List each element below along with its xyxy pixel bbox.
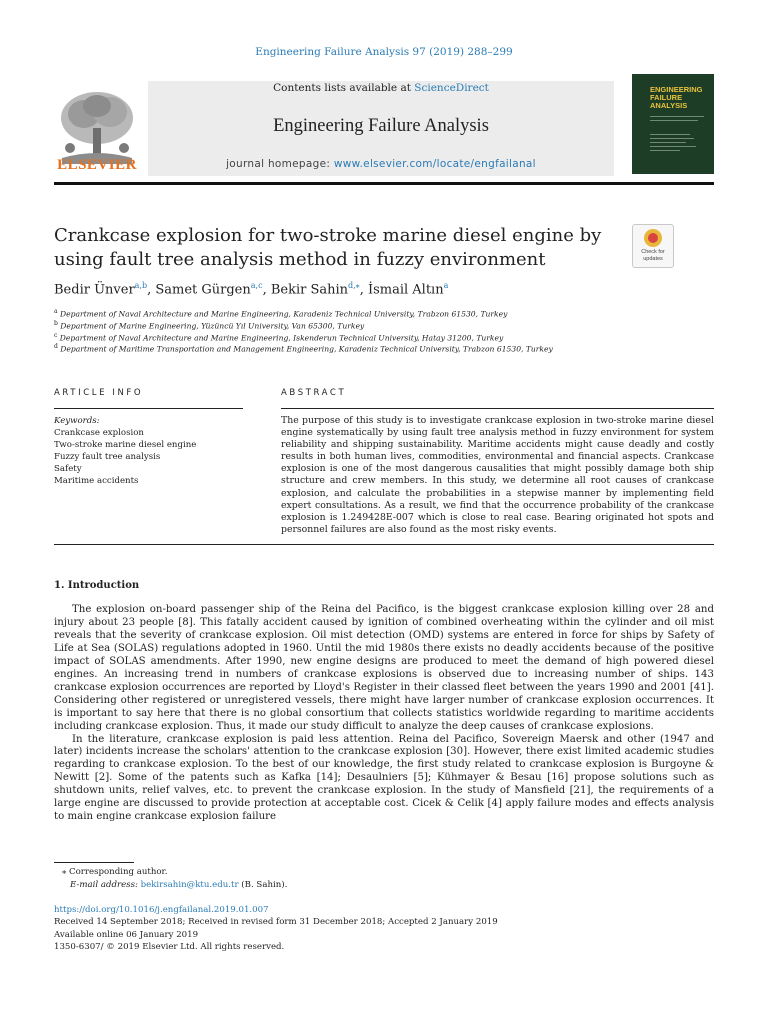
author-affiliation-mark[interactable]: a <box>443 281 449 290</box>
introduction-paragraph: In the literature, crankcase explosion is paid less attention. Reina del Pacifico, Sovereign Maersk and other (1947 and later) incidents increase the scholars' attention to the crankcase explosion [30]. However, there exist limited academic studies regarding to crankcase explosion. To the best of our knowledge, the first study related to crankcase explosion is Burgoyne & Newitt [2]. Some of the patents such as Kafka [14]; Desaulniers [5]; Kühmayer & Besau [16] propose solutions such as shutdown units, relief valves, etc. to prevent the crankcase explosion. In the study of Mansfield [21], the requirements of a large engine are discussed to provide protection at acceptable cost. Cicek & Celik [4] apply failure modes and effects analysis to main engine crankcase explosion failure <box>54 733 714 823</box>
sciencedirect-link[interactable]: ScienceDirect <box>414 82 489 94</box>
corresponding-author-label: Corresponding author. <box>69 867 168 877</box>
contents-line <box>148 82 614 94</box>
affiliation <box>54 332 694 343</box>
keyword: Maritime accidents <box>54 476 139 486</box>
keyword: Two-stroke marine diesel engine <box>54 440 197 450</box>
check-for-updates-button[interactable] <box>632 224 674 268</box>
received-dates: Received 14 September 2018; Received in revised form 31 December 2018; Accepted 2 January 2019 <box>54 917 498 928</box>
author-name[interactable]: Samet Gürgen <box>155 282 251 298</box>
keyword: Safety <box>54 464 82 474</box>
paper-title: Crankcase explosion for two-stroke marine diesel engine by using fault tree analysis method in fuzzy environment <box>54 225 602 270</box>
affiliation-mark: d <box>54 343 58 350</box>
cover-title: ENGINEERING FAILURE ANALYSIS <box>650 85 703 110</box>
cover-decoration <box>650 142 686 143</box>
introduction-body <box>54 604 714 824</box>
author-list: Bedir Ünver$^{a,b}$, Samet Gürgen$^{a,c}$, Bekir Sahin$^{d,⁎}$, İsmail Altın$^a$ <box>54 281 449 298</box>
author-name[interactable]: Bedir Ünver <box>54 282 135 298</box>
homepage-prefix: journal homepage: <box>226 158 334 170</box>
footnote-mark: ⁎ <box>62 867 67 877</box>
introduction-paragraph: The explosion on-board passenger ship of the Reina del Pacifico, is the biggest crankcase explosion killing over 28 and injury about 23 people [8]. This fatally accident caused by ignition of combined overheating within the cylinder and oil mist reveals that the severity of crankcase explosion. Oil mist detection (OMD) systems are entered in force for ships by Safety of Life at Sea (SOLAS) regulations adopted in 1960. Until the mid 1980s there exists no deadly accidents because of the positive impact of SOLAS amendments. After 1990, new engine designs are produced to meet the demand of high powered diesel engines. An increasing trend in numbers of crankcase explosions is observed due to increasing number of ships. 143 crankcase explosion occurrences are reported by Lloyd's Register in their classed fleet between the years 1990 and 2001 [41]. Considering other registered or unregistered vessels, there might have larger number of crankcase explosion occurrences. It is important to say here that there is no global consortium that collects statistics worldwide regarding to maritime accidents including crankcase explosion. Thus, it made our study difficult to analyze the deep causes of crankcase explosions. <box>54 604 714 732</box>
affiliation-mark: c <box>54 332 58 339</box>
copyright-notice: 1350-6307/ © 2019 Elsevier Ltd. All rights reserved. <box>54 941 285 952</box>
abstract-rule <box>281 408 714 409</box>
affiliation-mark: a <box>54 308 58 315</box>
journal-homepage-line <box>148 158 614 170</box>
keywords-block <box>54 415 244 487</box>
affiliation-text: Department of Naval Architecture and Marine Engineering, Karadeniz Technical University, Trabzon 61530, Turkey <box>60 309 508 319</box>
cover-decoration <box>650 120 698 121</box>
section-heading-introduction: 1. Introduction <box>54 580 140 591</box>
email-suffix: (B. Sahin). <box>241 879 288 890</box>
available-online-date: Available online 06 January 2019 <box>54 929 199 940</box>
cover-decoration <box>650 146 696 147</box>
affiliation-text: Department of Marine Engineering, Yüzüncü Yıl University, Van 65300, Turkey <box>60 321 365 331</box>
author-email-link[interactable]: bekirsahin@ktu.edu.tr <box>140 879 239 890</box>
journal-title: Engineering Failure Analysis <box>273 116 489 136</box>
article-info-heading: ARTICLE INFO <box>54 388 144 398</box>
check-updates-icon <box>644 229 662 247</box>
affiliation-text: Department of Naval Architecture and Marine Engineering, Iskenderun Technical University, Hatay 31200, Turkey <box>59 333 504 343</box>
publisher-name: ELSEVIER <box>57 157 137 173</box>
header-rule <box>54 182 714 185</box>
cover-decoration <box>650 134 690 135</box>
abstract-heading: ABSTRACT <box>281 388 347 398</box>
journal-cover-thumbnail <box>632 74 714 174</box>
author-affiliation-mark[interactable]: a,b <box>134 281 148 290</box>
footnotes <box>62 866 702 891</box>
cover-decoration <box>650 138 694 139</box>
keyword: Fuzzy fault tree analysis <box>54 452 161 462</box>
journal-citation[interactable]: Engineering Failure Analysis 97 (2019) 288–299 <box>255 46 513 58</box>
cover-decoration <box>650 150 680 151</box>
author-name[interactable]: Bekir Sahin <box>270 282 349 298</box>
affiliation <box>54 320 694 331</box>
email-label: E-mail address: <box>70 879 138 890</box>
journal-homepage-link[interactable]: www.elsevier.com/locate/engfailanal <box>333 158 536 170</box>
author-affiliation-mark[interactable]: d,⁎ <box>348 281 360 290</box>
check-updates-label: Check for updates <box>641 249 665 262</box>
keywords-label: Keywords: <box>54 416 100 426</box>
keyword: Crankcase explosion <box>54 428 144 438</box>
publication-info <box>54 904 694 953</box>
email-note <box>62 879 702 892</box>
affiliation-text: Department of Maritime Transportation and Management Engineering, Karadeniz Technical University, Trabzon 61530, Turkey <box>60 344 553 354</box>
footnote-rule <box>54 862 134 863</box>
contents-prefix: Contents lists available at <box>273 82 415 94</box>
abstract-text: The purpose of this study is to investigate crankcase explosion in two-stroke marine diesel engine systematically by using fault tree analysis method in fuzzy environment for system reliability and shipping sustainability. Maritime accidents might cause deadly and costly results in both human lives, commodities, environmental and financial aspects. Crankcase explosion is one of the most dangerous causalities that might possibly damage both ship structure and crew members. In this study, we determine all root causes of crankcase explosion, and calculate the probabilities in a stepwise manner by implementing field expert consultations. As a result, we find that the occurrence probability of the crankcase explosion is 1.249428E-007 which is close to real case. Bearing originated hot spots and personnel failures are also found as the most risky events. <box>281 415 714 535</box>
affiliation-mark: b <box>54 320 58 327</box>
affiliation <box>54 308 694 319</box>
author-name[interactable]: İsmail Altın <box>367 282 444 298</box>
cover-decoration <box>650 116 704 117</box>
article-info-rule <box>54 408 243 409</box>
corresponding-author-note <box>62 866 702 879</box>
author-affiliation-mark[interactable]: a,c <box>250 281 263 290</box>
doi-link[interactable]: https://doi.org/10.1016/j.engfailanal.2019.01.007 <box>54 905 269 915</box>
abstract-bottom-rule <box>54 544 714 545</box>
affiliation <box>54 343 694 354</box>
